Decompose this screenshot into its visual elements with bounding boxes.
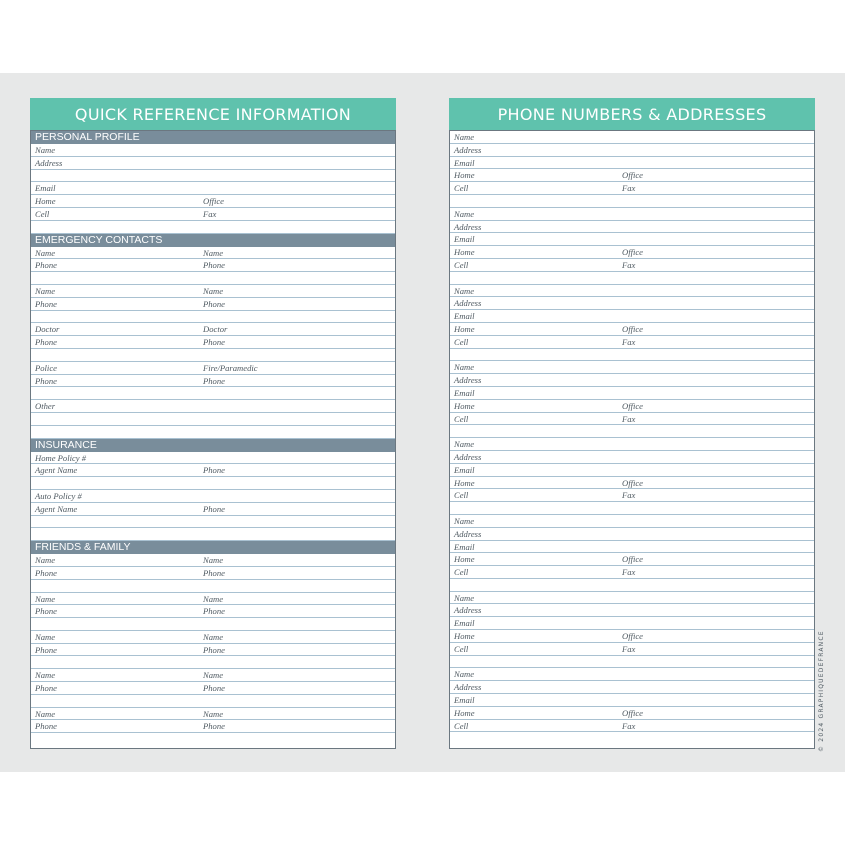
form-line[interactable] — [31, 323, 395, 336]
field-label: Name — [203, 708, 224, 719]
field-label: Name — [454, 208, 475, 219]
form-line[interactable] — [450, 630, 814, 643]
field-label: Office — [622, 554, 643, 565]
field-label: Email — [454, 311, 475, 322]
field-label: Phone — [203, 503, 225, 514]
form-line[interactable] — [450, 349, 814, 362]
form-line[interactable] — [31, 157, 395, 170]
form-line[interactable] — [450, 438, 814, 451]
form-line[interactable] — [450, 553, 814, 566]
form-line[interactable] — [450, 374, 814, 387]
form-line[interactable] — [450, 297, 814, 310]
field-label: Cell — [454, 567, 469, 578]
field-label: Home — [454, 707, 475, 718]
form-line[interactable] — [450, 285, 814, 298]
form-line[interactable] — [31, 259, 395, 272]
form-line[interactable] — [31, 644, 395, 657]
field-label: Name — [35, 555, 56, 566]
field-label: Doctor — [35, 324, 60, 335]
field-label: Name — [454, 362, 475, 373]
section-header — [31, 541, 395, 554]
form-line[interactable] — [31, 247, 395, 260]
form-line[interactable] — [31, 490, 395, 503]
field-label: Name — [203, 670, 224, 681]
form-line[interactable] — [450, 451, 814, 464]
form-line[interactable] — [31, 503, 395, 516]
form-line[interactable] — [450, 413, 814, 426]
field-label: Fax — [203, 208, 217, 219]
form-line[interactable] — [31, 413, 395, 426]
form-line[interactable] — [450, 323, 814, 336]
form-line[interactable] — [450, 195, 814, 208]
field-label: Name — [35, 708, 56, 719]
field-label: Phone — [203, 683, 225, 694]
form-line[interactable] — [31, 426, 395, 439]
form-line[interactable] — [450, 528, 814, 541]
field-label: Office — [622, 170, 643, 181]
field-label: Name — [454, 439, 475, 450]
field-label: Address — [454, 451, 482, 462]
form-line[interactable] — [31, 298, 395, 311]
field-label: Phone — [203, 375, 225, 386]
form-line[interactable] — [31, 400, 395, 413]
form-line[interactable] — [31, 631, 395, 644]
form-line[interactable] — [450, 208, 814, 221]
form-line[interactable] — [31, 477, 395, 490]
field-label: Name — [203, 247, 224, 258]
form-line[interactable] — [450, 310, 814, 323]
field-label: Address — [454, 298, 482, 309]
form-line[interactable] — [31, 605, 395, 618]
form-line[interactable] — [450, 246, 814, 259]
field-label: Home — [454, 631, 475, 642]
field-label: Fax — [622, 259, 636, 270]
field-label: Office — [622, 323, 643, 334]
field-label: Cell — [454, 720, 469, 731]
copyright-text: © 2024 GRAPHIQUEDEFRANCE — [818, 630, 825, 752]
form-line[interactable] — [450, 464, 814, 477]
field-label: Home — [454, 477, 475, 488]
form-line[interactable] — [450, 489, 814, 502]
form-line[interactable] — [31, 144, 395, 157]
field-label: Cell — [454, 336, 469, 347]
form-line[interactable] — [450, 477, 814, 490]
section-header-label: EMERGENCY CONTACTS — [35, 233, 163, 246]
field-label: Email — [454, 234, 475, 245]
field-label: Cell — [454, 183, 469, 194]
form-line[interactable] — [31, 285, 395, 298]
field-label: Address — [454, 605, 482, 616]
field-label: Phone — [35, 375, 57, 386]
field-label: Phone — [203, 721, 225, 732]
form-line[interactable] — [450, 694, 814, 707]
field-label: Name — [203, 593, 224, 604]
form-line[interactable] — [31, 567, 395, 580]
form-line[interactable] — [450, 541, 814, 554]
field-label: Fax — [622, 413, 636, 424]
field-label: Phone — [35, 683, 57, 694]
field-label: Name — [35, 631, 56, 642]
quick-reference-page — [30, 130, 396, 749]
field-label: Email — [454, 387, 475, 398]
field-label: Phone — [203, 644, 225, 655]
field-label: Cell — [454, 413, 469, 424]
field-label: Fire/Paramedic — [203, 362, 258, 373]
form-line[interactable] — [450, 157, 814, 170]
form-line[interactable] — [31, 311, 395, 324]
form-line[interactable] — [450, 604, 814, 617]
form-line[interactable] — [450, 579, 814, 592]
field-label: Fax — [622, 336, 636, 347]
form-line[interactable] — [450, 221, 814, 234]
field-label: Phone — [35, 337, 57, 348]
field-label: Cell — [454, 490, 469, 501]
field-label: Fax — [622, 720, 636, 731]
section-header-label: FRIENDS & FAMILY — [35, 541, 131, 554]
field-label: Phone — [35, 721, 57, 732]
form-line[interactable] — [450, 336, 814, 349]
field-label: Address — [454, 144, 482, 155]
field-label: Home Policy # — [35, 452, 87, 463]
field-label: Email — [454, 157, 475, 168]
form-line[interactable] — [31, 720, 395, 733]
field-label: Address — [454, 528, 482, 539]
section-header-label: PERSONAL PROFILE — [35, 131, 140, 143]
section-header — [31, 131, 395, 144]
form-line[interactable] — [31, 695, 395, 708]
field-label: Doctor — [203, 324, 228, 335]
field-label: Office — [203, 196, 224, 207]
field-label: Name — [454, 592, 475, 603]
form-line[interactable] — [450, 144, 814, 157]
field-label: Name — [454, 132, 475, 142]
field-label: Home — [454, 323, 475, 334]
field-label: Email — [35, 183, 56, 194]
field-label: Office — [622, 400, 643, 411]
quick-reference-title: QUICK REFERENCE INFORMATION — [30, 98, 396, 130]
form-line[interactable] — [31, 580, 395, 593]
field-label: Cell — [454, 643, 469, 654]
form-line[interactable] — [31, 195, 395, 208]
form-line[interactable] — [31, 452, 395, 465]
field-label: Cell — [454, 259, 469, 270]
form-line[interactable] — [31, 362, 395, 375]
form-line[interactable] — [450, 387, 814, 400]
field-label: Agent Name — [35, 465, 78, 476]
field-label: Home — [35, 196, 56, 207]
form-line[interactable] — [31, 554, 395, 567]
form-line[interactable] — [450, 707, 814, 720]
address-book-form — [450, 131, 814, 732]
field-label: Address — [454, 375, 482, 386]
form-line[interactable] — [450, 592, 814, 605]
field-label: Email — [454, 618, 475, 629]
field-label: Phone — [203, 298, 225, 309]
form-line[interactable] — [31, 375, 395, 388]
field-label: Email — [454, 695, 475, 706]
field-label: Phone — [203, 606, 225, 617]
field-label: Address — [454, 221, 482, 232]
field-label: Phone — [203, 337, 225, 348]
field-label: Fax — [622, 643, 636, 654]
field-label: Other — [35, 401, 56, 412]
form-line[interactable] — [31, 682, 395, 695]
field-label: Office — [622, 477, 643, 488]
field-label: Phone — [35, 298, 57, 309]
form-line[interactable] — [450, 425, 814, 438]
form-line[interactable] — [31, 336, 395, 349]
field-label: Police — [35, 362, 57, 373]
form-line[interactable] — [450, 643, 814, 656]
form-line[interactable] — [450, 617, 814, 630]
field-label: Phone — [35, 644, 57, 655]
section-header — [31, 234, 395, 247]
field-label: Auto Policy # — [35, 490, 82, 501]
form-line[interactable] — [450, 566, 814, 579]
field-label: Address — [35, 157, 63, 168]
field-label: Phone — [203, 260, 225, 271]
field-label: Phone — [35, 606, 57, 617]
form-line[interactable] — [450, 720, 814, 733]
form-line[interactable] — [31, 593, 395, 606]
form-line[interactable] — [31, 516, 395, 529]
form-line[interactable] — [450, 400, 814, 413]
field-label: Fax — [622, 490, 636, 501]
form-line[interactable] — [31, 182, 395, 195]
field-label: Address — [454, 682, 482, 693]
quick-reference-form — [31, 131, 395, 733]
form-line[interactable] — [450, 656, 814, 669]
field-label: Home — [454, 554, 475, 565]
form-line[interactable] — [450, 131, 814, 144]
form-line[interactable] — [450, 681, 814, 694]
field-label: Name — [454, 515, 475, 526]
field-label: Phone — [35, 567, 57, 578]
form-line[interactable] — [450, 272, 814, 285]
form-line[interactable] — [450, 169, 814, 182]
field-label: Email — [454, 541, 475, 552]
phone-numbers-title: PHONE NUMBERS & ADDRESSES — [449, 98, 815, 130]
form-line[interactable] — [31, 221, 395, 234]
field-label: Office — [622, 707, 643, 718]
field-label: Phone — [203, 465, 225, 476]
field-label: Cell — [35, 208, 50, 219]
form-line[interactable] — [31, 464, 395, 477]
form-line[interactable] — [31, 669, 395, 682]
field-label: Agent Name — [35, 503, 78, 514]
form-line[interactable] — [31, 656, 395, 669]
form-line[interactable] — [450, 182, 814, 195]
section-header — [31, 439, 395, 452]
field-label: Name — [35, 145, 56, 155]
form-line[interactable] — [31, 272, 395, 285]
field-label: Phone — [203, 567, 225, 578]
field-label: Name — [203, 631, 224, 642]
form-line[interactable] — [31, 618, 395, 631]
field-label: Name — [35, 285, 56, 296]
form-line[interactable] — [450, 668, 814, 681]
field-label: Name — [203, 555, 224, 566]
field-label: Office — [622, 247, 643, 258]
field-label: Name — [35, 670, 56, 681]
field-label: Office — [622, 631, 643, 642]
field-label: Home — [454, 400, 475, 411]
field-label: Name — [454, 669, 475, 680]
phone-numbers-page — [449, 130, 815, 749]
field-label: Name — [203, 285, 224, 296]
section-header-label: INSURANCE — [35, 438, 97, 451]
form-line[interactable] — [31, 387, 395, 400]
field-label: Home — [454, 170, 475, 181]
form-line[interactable] — [450, 502, 814, 515]
field-label: Home — [454, 247, 475, 258]
form-line[interactable] — [450, 515, 814, 528]
form-line[interactable] — [31, 528, 395, 541]
field-label: Fax — [622, 183, 636, 194]
form-line[interactable] — [450, 361, 814, 374]
form-line[interactable] — [31, 708, 395, 721]
form-line[interactable] — [31, 208, 395, 221]
field-label: Fax — [622, 567, 636, 578]
field-label: Name — [35, 247, 56, 258]
field-label: Name — [35, 593, 56, 604]
form-line[interactable] — [31, 170, 395, 183]
form-line[interactable] — [450, 233, 814, 246]
field-label: Phone — [35, 260, 57, 271]
form-line[interactable] — [450, 259, 814, 272]
form-line[interactable] — [31, 349, 395, 362]
field-label: Name — [454, 285, 475, 296]
field-label: Email — [454, 464, 475, 475]
